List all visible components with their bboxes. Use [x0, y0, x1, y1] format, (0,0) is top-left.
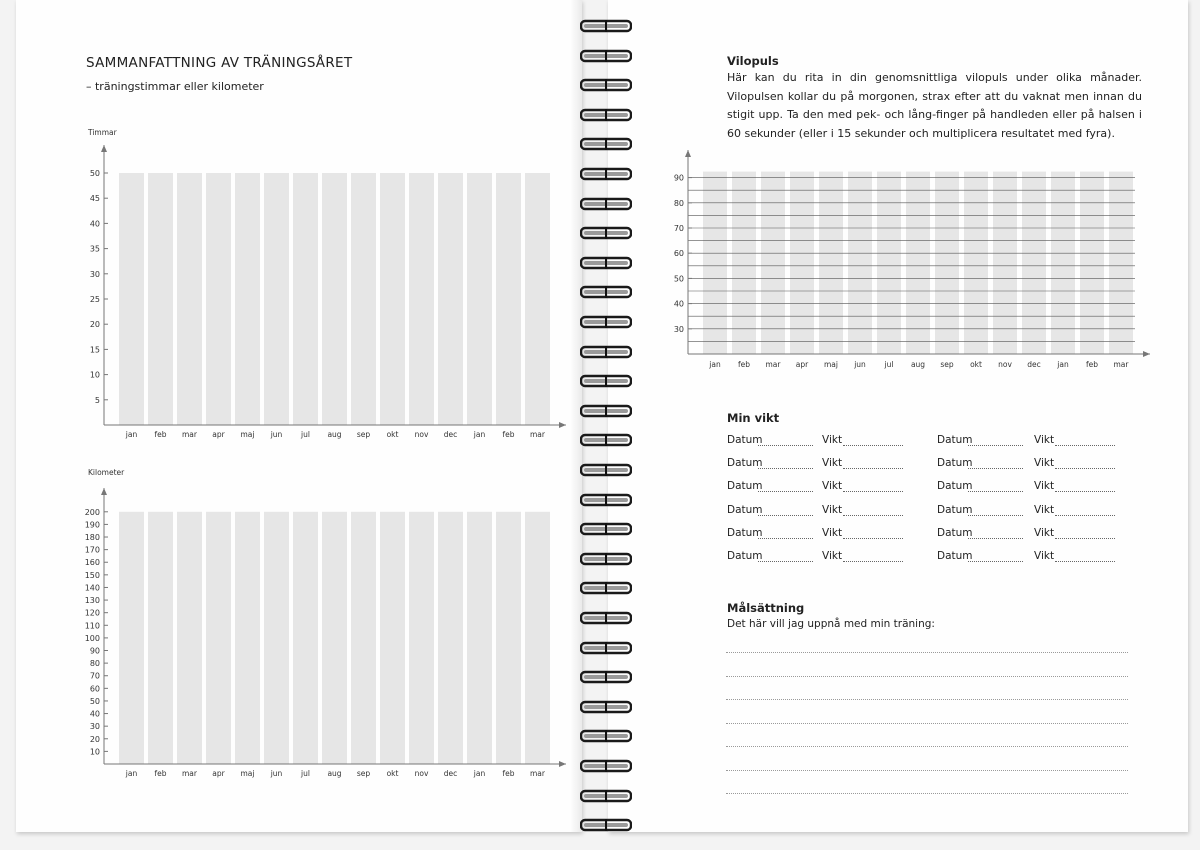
chart-bar — [935, 172, 959, 354]
date-field[interactable] — [968, 561, 1023, 562]
x-tick-label: jan — [1057, 360, 1069, 369]
goal-writing-line[interactable] — [726, 723, 1128, 724]
chart-bar — [322, 173, 347, 425]
y-tick-label: 50 — [673, 274, 684, 284]
chart-bar — [761, 172, 785, 354]
weight-label: Vikt — [1034, 526, 1055, 539]
x-tick-label: mar — [182, 769, 197, 778]
y-tick-label: 180 — [84, 533, 100, 543]
weight-field[interactable] — [843, 515, 903, 516]
weight-field[interactable] — [1055, 515, 1115, 516]
chart-bar — [906, 172, 930, 354]
spiral-coil — [580, 166, 632, 180]
y-tick-label: 15 — [89, 345, 100, 355]
weight-label: Vikt — [822, 526, 843, 539]
x-tick-label: dec — [1027, 360, 1041, 369]
goal-writing-line[interactable] — [726, 746, 1128, 747]
x-tick-label: apr — [212, 769, 225, 778]
y-axis-arrow — [685, 150, 691, 157]
spiral-coil — [580, 373, 632, 387]
chart-bar — [264, 173, 289, 425]
chart-bar — [848, 172, 872, 354]
chart-bar — [732, 172, 756, 354]
y-tick-label: 70 — [89, 671, 100, 681]
y-tick-label: 30 — [89, 722, 100, 732]
x-tick-label: sep — [356, 769, 371, 778]
x-tick-label: mar — [1113, 360, 1129, 369]
spiral-coil — [580, 610, 632, 624]
chart-bar — [264, 512, 289, 764]
x-tick-label: feb — [502, 430, 515, 439]
x-tick-label: feb — [1085, 360, 1099, 369]
goal-writing-line[interactable] — [726, 676, 1128, 677]
goal-writing-line[interactable] — [726, 699, 1128, 700]
spiral-coil — [580, 432, 632, 446]
x-tick-label: feb — [737, 360, 751, 369]
y-tick-label: 90 — [673, 173, 684, 183]
x-tick-label: jan — [125, 430, 138, 439]
y-tick-label: 130 — [84, 596, 100, 606]
spiral-coil — [580, 640, 632, 654]
chart-bar — [351, 512, 376, 764]
chart-bar — [380, 512, 405, 764]
chart-bar — [819, 172, 843, 354]
date-field[interactable] — [968, 491, 1023, 492]
x-tick-label: jun — [854, 360, 866, 369]
spiral-coil — [580, 196, 632, 210]
y-tick-label: 120 — [84, 608, 100, 618]
x-tick-label: aug — [327, 430, 342, 439]
chart-bar — [380, 173, 405, 425]
y-tick-label: 40 — [673, 299, 684, 309]
goal-writing-line[interactable] — [726, 793, 1128, 794]
goal-writing-line[interactable] — [726, 652, 1128, 653]
x-tick-label: maj — [824, 360, 838, 369]
date-label: Datum — [937, 480, 973, 493]
chart-bar — [119, 173, 144, 425]
weight-field[interactable] — [1055, 491, 1115, 492]
y-tick-label: 170 — [84, 545, 100, 555]
y-tick-label: 90 — [89, 646, 100, 656]
spiral-coil — [580, 492, 632, 506]
y-tick-label: 80 — [673, 198, 684, 208]
spiral-coil — [580, 403, 632, 417]
spiral-coil — [580, 758, 632, 772]
x-tick-label: apr — [795, 360, 809, 369]
chart-bar — [148, 512, 173, 764]
x-axis-arrow — [1143, 351, 1150, 357]
y-tick-label: 25 — [89, 295, 100, 304]
chart-bar — [206, 173, 231, 425]
chart-bar — [1109, 172, 1133, 354]
x-tick-label: aug — [327, 769, 342, 778]
x-tick-label: jul — [301, 430, 310, 439]
goal-heading: Målsättning — [727, 601, 805, 615]
y-axis-arrow — [101, 488, 107, 495]
y-axis-title: Timmar — [88, 128, 117, 137]
chart-bar — [235, 173, 260, 425]
vilopuls-heading: Vilopuls — [727, 54, 779, 68]
x-axis-arrow — [559, 422, 566, 428]
y-tick-label: 190 — [84, 520, 100, 530]
chart-bar — [409, 173, 434, 425]
x-tick-label: mar — [530, 430, 545, 439]
y-tick-label: 70 — [673, 224, 684, 233]
chart-bar — [438, 173, 463, 425]
x-tick-label: dec — [443, 769, 458, 778]
chart-bar — [703, 172, 727, 354]
weight-field[interactable] — [1055, 538, 1115, 539]
chart-bar — [496, 173, 521, 425]
y-tick-label: 100 — [84, 633, 100, 643]
page-subtitle: – träningstimmar eller kilometer — [86, 80, 264, 93]
date-label: Datum — [727, 550, 763, 562]
spiral-coil — [580, 788, 632, 802]
chart-bar — [1080, 172, 1104, 354]
x-tick-label: mar — [530, 769, 545, 778]
date-label: Datum — [937, 434, 973, 446]
spiral-coil — [580, 18, 632, 32]
x-axis-arrow — [559, 761, 566, 767]
weight-label: Vikt — [822, 434, 843, 446]
weight-label: Vikt — [1034, 550, 1055, 562]
goal-prompt: Det här vill jag uppnå med min träning: — [727, 618, 935, 630]
weight-field[interactable] — [843, 538, 903, 539]
spiral-coil — [580, 314, 632, 328]
x-tick-label: feb — [154, 430, 167, 439]
date-label: Datum — [937, 457, 973, 470]
spiral-coil — [580, 699, 632, 713]
date-field[interactable] — [968, 468, 1023, 469]
y-tick-label: 20 — [89, 734, 100, 744]
chart-bar — [293, 173, 318, 425]
x-tick-label: maj — [240, 769, 255, 778]
date-label: Datum — [727, 526, 763, 539]
x-tick-label: nov — [414, 769, 429, 778]
y-tick-label: 80 — [89, 659, 100, 669]
y-tick-label: 50 — [89, 169, 100, 178]
y-tick-label: 5 — [94, 395, 100, 405]
chart-bar — [877, 172, 901, 354]
y-tick-label: 160 — [84, 558, 100, 568]
y-axis-arrow — [101, 145, 107, 152]
date-field[interactable] — [968, 538, 1023, 539]
chart-bar — [206, 512, 231, 764]
spiral-coil — [580, 284, 632, 298]
weight-label: Vikt — [1034, 503, 1055, 516]
x-tick-label: jul — [884, 360, 894, 369]
x-tick-label: feb — [502, 769, 515, 778]
date-label: Datum — [727, 480, 763, 493]
weight-label: Vikt — [822, 457, 843, 470]
spiral-coil — [580, 225, 632, 239]
chart-bar — [177, 512, 202, 764]
y-axis-title: Kilometer — [88, 468, 125, 477]
chart-bar — [351, 173, 376, 425]
date-field[interactable] — [758, 445, 813, 446]
x-tick-label: jan — [473, 430, 486, 439]
date-field[interactable] — [758, 561, 813, 562]
x-tick-label: maj — [240, 430, 255, 439]
chart-bar — [177, 173, 202, 425]
chart-bar — [525, 173, 550, 425]
y-tick-label: 60 — [89, 684, 100, 694]
chart-bar — [525, 512, 550, 764]
page-title: SAMMANFATTNING AV TRÄNINGSÅRET — [86, 55, 353, 71]
date-field[interactable] — [758, 538, 813, 539]
x-tick-label: feb — [154, 769, 167, 778]
chart-bar — [964, 172, 988, 354]
date-field[interactable] — [758, 515, 813, 516]
spiral-coil — [580, 462, 632, 476]
y-tick-label: 35 — [89, 244, 100, 254]
chart-bar — [148, 173, 173, 425]
chart-bar — [322, 512, 347, 764]
date-field[interactable] — [758, 491, 813, 492]
weight-label: Vikt — [1034, 480, 1055, 493]
y-tick-label: 10 — [89, 747, 100, 757]
spiral-coil — [580, 580, 632, 594]
chart-bar — [409, 512, 434, 764]
x-tick-label: jul — [301, 769, 310, 778]
x-tick-label: nov — [414, 430, 429, 439]
spiral-coil — [580, 817, 632, 831]
x-tick-label: sep — [356, 430, 371, 439]
x-tick-label: jan — [125, 769, 138, 778]
y-tick-label: 30 — [673, 324, 684, 334]
spiral-coil — [580, 344, 632, 358]
y-tick-label: 140 — [84, 583, 100, 593]
y-tick-label: 60 — [673, 249, 684, 259]
chart-bar — [496, 512, 521, 764]
x-tick-label: jan — [709, 360, 721, 369]
chart-bar — [119, 512, 144, 764]
weight-field[interactable] — [843, 561, 903, 562]
vikt-heading: Min vikt — [727, 411, 780, 425]
date-label: Datum — [937, 526, 973, 539]
date-label: Datum — [937, 550, 973, 562]
chart-bar — [1022, 172, 1046, 354]
weight-label: Vikt — [1034, 457, 1055, 470]
chart-bar — [1051, 172, 1075, 354]
y-tick-label: 50 — [89, 696, 100, 706]
x-tick-label: okt — [386, 430, 399, 439]
x-tick-label: jun — [270, 430, 283, 439]
chart-bar — [293, 512, 318, 764]
goal-writing-line[interactable] — [726, 770, 1128, 771]
weight-field[interactable] — [1055, 445, 1115, 446]
weight-label: Vikt — [822, 503, 843, 516]
y-tick-label: 10 — [89, 370, 100, 380]
y-tick-label: 45 — [89, 194, 100, 204]
weight-label: Vikt — [822, 480, 843, 493]
spiral-coil — [580, 77, 632, 91]
spiral-coil — [580, 136, 632, 150]
weight-field[interactable] — [843, 491, 903, 492]
weight-field[interactable] — [843, 445, 903, 446]
spiral-coil — [580, 669, 632, 683]
spiral-coil — [580, 48, 632, 62]
x-tick-label: aug — [910, 360, 926, 369]
vilopuls-text: Här kan du rita in din genomsnittliga vilopuls under olika månader. Vilopulsen kollar du på morgonen, strax efter att du vaknat men innan du stigit upp. Ta den med pek- och lång-finger på handleden eller på halsen i 60 sekunder (eller i 15 sekunder och multiplicera resultatet med fyra). — [727, 71, 1142, 140]
y-tick-label: 40 — [89, 709, 100, 719]
x-tick-label: sep — [940, 360, 954, 369]
date-label: Datum — [727, 457, 763, 470]
date-field[interactable] — [968, 445, 1023, 446]
x-tick-label: mar — [765, 360, 781, 369]
chart-bar — [235, 512, 260, 764]
x-tick-label: mar — [182, 430, 197, 439]
spiral-coil — [580, 107, 632, 121]
y-tick-label: 150 — [84, 570, 100, 580]
date-label: Datum — [727, 434, 763, 446]
x-tick-label: jan — [473, 769, 486, 778]
weight-field[interactable] — [1055, 561, 1115, 562]
weight-field[interactable] — [1055, 468, 1115, 469]
x-tick-label: okt — [970, 360, 982, 369]
y-tick-label: 40 — [89, 219, 100, 229]
date-label: Datum — [937, 503, 973, 516]
y-tick-label: 110 — [84, 621, 100, 631]
spiral-coil — [580, 521, 632, 535]
x-tick-label: nov — [998, 360, 1012, 369]
chart-bar — [467, 512, 492, 764]
x-tick-label: okt — [386, 769, 399, 778]
x-tick-label: apr — [212, 430, 225, 439]
y-tick-label: 30 — [89, 269, 100, 279]
date-field[interactable] — [968, 515, 1023, 516]
spiral-coil — [580, 255, 632, 269]
weight-label: Vikt — [822, 550, 843, 562]
spiral-coil — [580, 551, 632, 565]
weight-label: Vikt — [1034, 434, 1055, 446]
chart-bar — [467, 173, 492, 425]
chart-bar — [790, 172, 814, 354]
weight-field[interactable] — [843, 468, 903, 469]
spiral-coil — [580, 728, 632, 742]
y-tick-label: 20 — [89, 320, 100, 330]
y-tick-label: 200 — [84, 507, 100, 517]
date-field[interactable] — [758, 468, 813, 469]
chart-bar — [438, 512, 463, 764]
chart-bar — [993, 172, 1017, 354]
x-tick-label: jun — [270, 769, 283, 778]
x-tick-label: dec — [443, 430, 458, 439]
date-label: Datum — [727, 503, 763, 516]
